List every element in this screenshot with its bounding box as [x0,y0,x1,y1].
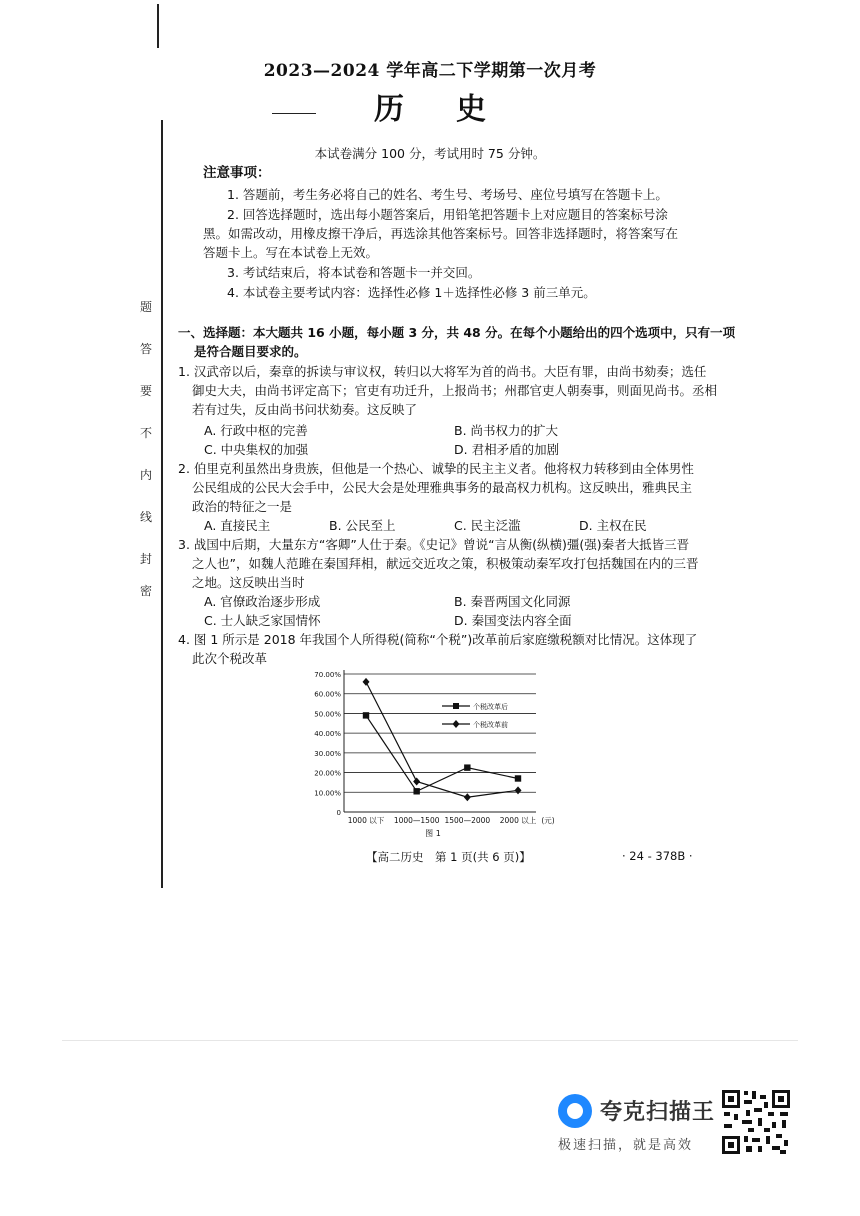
notice-line: 4. 本试卷主要考试内容：选择性必修 1＋选择性必修 3 前三单元。 [227,285,596,300]
q1-option-b[interactable]: B. 尚书权力的扩大 [454,423,559,438]
data-point [515,786,522,794]
notice-line: 3. 考试结束后，将本试卷和答题卡一并交回。 [227,265,481,280]
notice-line: 黑。如需改动，用橡皮擦干净后，再选涂其他答案标号。回答非选择题时，将答案写在 [203,226,679,241]
question-3-line: 3. 战国中后期，大量东方“客卿”人仕于秦。《史记》曾说“言从衡(纵横)彊(强)秦者大抵皆三晋 [178,537,690,552]
side-char: 题 [140,300,153,314]
legend-marker [453,703,459,709]
y-tick-label: 60.00% [314,690,341,699]
tax-comparison-chart [314,662,568,840]
x-tick-label: 2000 以上 [499,816,537,825]
x-tick-label: 1000 以下 [347,816,385,825]
q1-option-d[interactable]: D. 君相矛盾的加剧 [454,442,560,457]
side-char: 要 [140,384,153,398]
question-2-line: 政治的特征之一是 [192,499,293,514]
question-4-line: 此次个税改革 [192,651,268,666]
section-heading: 一、选择题：本大题共 16 小题，每小题 3 分，共 48 分。在每个小题给出的四个选项中，只有一项 [178,325,736,340]
y-tick-label: 50.00% [314,710,341,719]
q3-option-b[interactable]: B. 秦晋两国文化同源 [454,594,571,609]
question-2-line: 公民组成的公民大会手中，公民大会是处理雅典事务的最高权力机构。这反映出，雅典民主 [192,480,693,495]
side-char: 线 [140,510,153,524]
exam-info: 本试卷满分 100 分，考试用时 75 分钟。 [314,146,546,161]
q1-option-c[interactable]: C. 中央集权的加强 [204,442,309,457]
q3-option-a[interactable]: A. 官僚政治逐步形成 [204,594,321,609]
section-heading-cont: 是符合题目要求的。 [194,344,307,359]
question-1-line: 御史大夫，由尚书评定高下；官吏有功迁升，上报尚书；州郡官吏人朝奏事，则面见尚书。丞相 [192,383,718,398]
paper-code: · 24 - 378B · [622,849,693,863]
side-char: 封 [140,552,153,566]
q2-option-a[interactable]: A. 直接民主 [204,518,271,533]
y-tick-label: 0 [336,809,341,817]
exam-subtitle: 2023—2024 学年高二下学期第一次月考 [263,61,597,81]
subject-title: 历史 [374,92,538,127]
y-tick-label: 10.00% [314,789,341,798]
watermark-brand: 夸克扫描王 [600,1100,716,1125]
data-point [464,793,471,801]
q3-option-c[interactable]: C. 士人缺乏家国情怀 [204,613,321,628]
question-3-line: 之地。这反映出当时 [192,575,305,590]
question-3-line: 之人也”，如魏人范雎在秦国拜相，献远交近攻之策，积极策动秦军攻打包括魏国在内的三晋 [192,556,699,571]
quark-logo-icon [558,1094,592,1128]
side-char: 答 [140,342,153,356]
qr-code-icon [720,1088,792,1156]
side-char: 密 [140,584,153,598]
question-2-line: 2. 伯里克利虽然出身贵族，但他是一个热心、诚挚的民主主义者。他将权力转移到由全体男性 [178,461,694,476]
y-tick-label: 30.00% [314,749,341,758]
data-point [464,764,470,770]
notice-line: 答题卡上。写在本试卷上无效。 [203,245,379,260]
notice-line: 2. 回答选择题时，选出每小题答案后，用铅笔把答题卡上对应题目的答案标号涂 [227,207,668,222]
page-footer: 【高二历史 第 1 页(共 6 页)】 [366,850,531,864]
x-tick-label: 1000—1500 [393,816,440,825]
legend-label: 个税改革后 [473,703,508,711]
watermark-slogan: 极速扫描，就是高效 [558,1138,694,1153]
data-point [515,775,521,781]
notice-title: 注意事项： [203,165,271,181]
legend-label: 个税改革前 [473,721,508,729]
question-4-line: 4. 图 1 所示是 2018 年我国个人所得税(简称“个税”)改革前后家庭缴税额对比情况。这体现了 [178,632,698,647]
side-char: 内 [140,468,153,482]
question-1-line: 若有过失，反由尚书问状劾奏。这反映了 [192,402,418,417]
q2-option-c[interactable]: C. 民主泛滥 [454,518,521,533]
data-point [363,678,370,686]
legend-marker [453,720,460,728]
binding-line [161,120,163,888]
q2-option-d[interactable]: D. 主权在民 [579,518,647,533]
x-tick-label: 1500—2000 [444,816,491,825]
x-unit-label: (元) [541,816,555,825]
q2-option-b[interactable]: B. 公民至上 [329,518,396,533]
figure-caption: 图 1 [425,829,441,838]
y-tick-label: 20.00% [314,769,341,778]
data-point [413,777,420,785]
scan-divider [62,1040,798,1041]
notice-line: 1. 答题前，考生务必将自己的姓名、考生号、考场号、座位号填写在答题卡上。 [227,187,668,202]
top-margin-line [157,4,159,48]
q1-option-a[interactable]: A. 行政中枢的完善 [204,423,308,438]
y-tick-label: 70.00% [314,671,341,679]
q3-option-d[interactable]: D. 秦国变法内容全面 [454,613,572,628]
side-char: 不 [140,426,153,440]
data-point [363,712,369,718]
data-point [413,788,419,794]
question-1-line: 1. 汉武帝以后，秦章的拆读与审议权，转归以大将军为首的尚书。大臣有罪，由尚书劾奏；选任 [178,364,707,379]
y-tick-label: 40.00% [314,730,341,739]
